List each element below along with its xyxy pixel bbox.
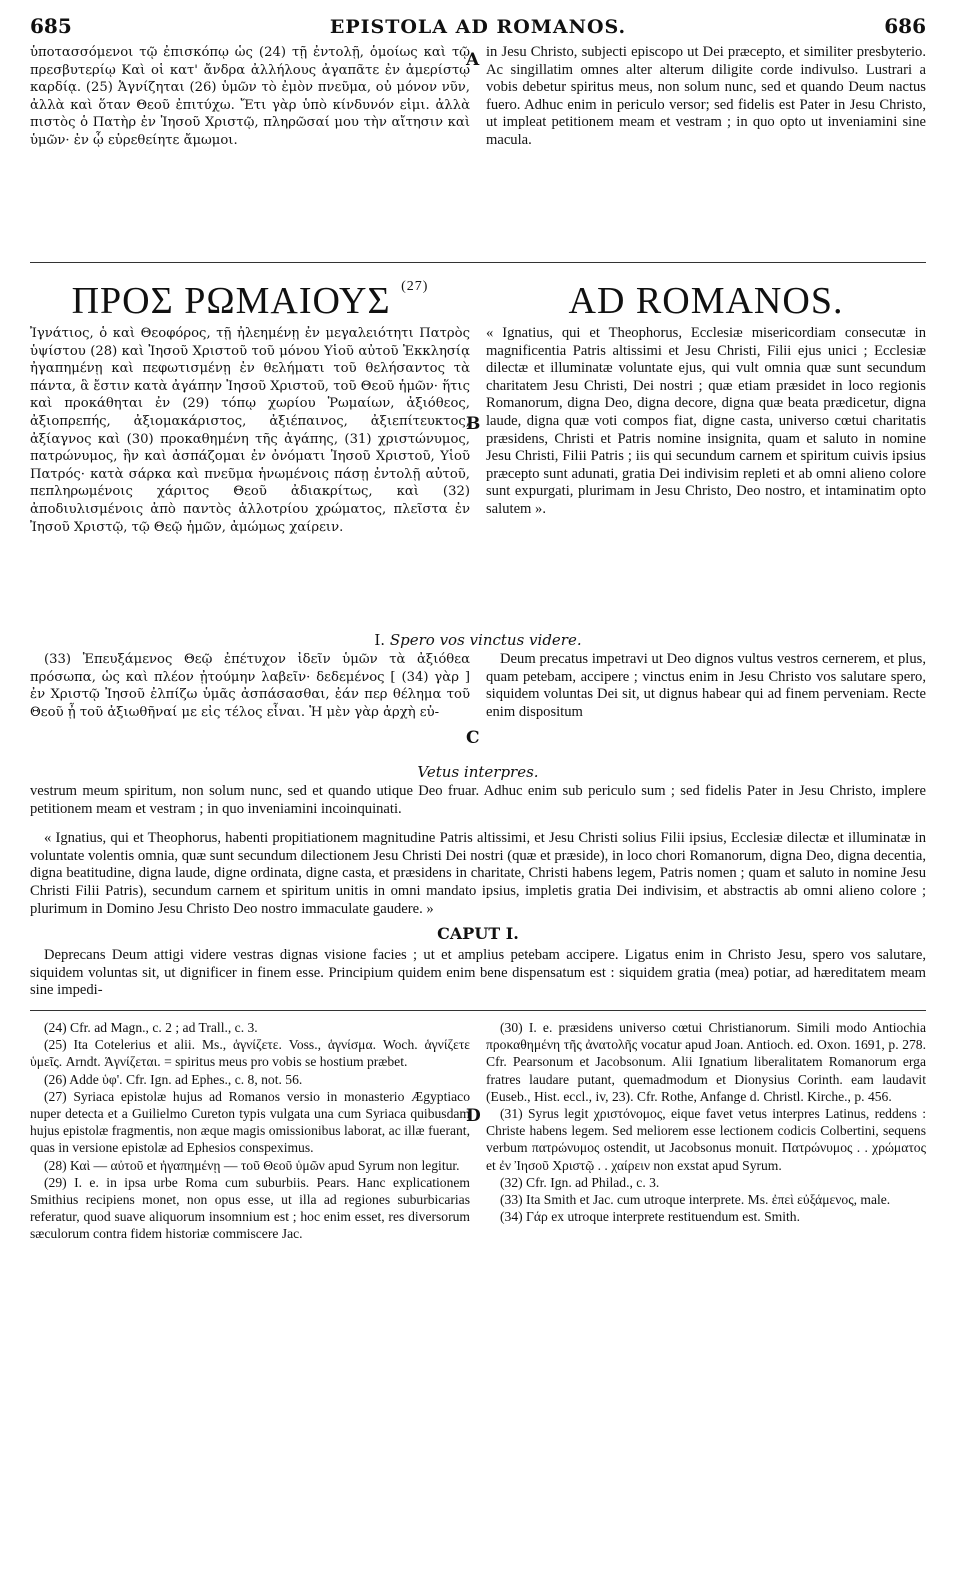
footnote-25: (25) Ita Cotelerius et alii. Ms., ἁγνίζετε. Voss., ἁγνίσμα. Woch. ἁγνίζετε ὑμεῖς. Arndt. Ἁγνίζεται. = spiritus meus pro vobis se hostium præbet. (30, 1037, 470, 1070)
top-section (30, 44, 926, 244)
para33-latin: Deum precatus impetravi ut Deo dignos vultus vestros cernerem, et plus, quam petebam, accipere ; vinctus enim in Jesu Christo vos salutare spero, siquidem voluntas Dei sit, ut dignus habear qui ad finem perveniam. Recte enim dispositum (486, 651, 926, 720)
page (30, 14, 926, 1243)
vetus-heading: Vetus interpres. (417, 763, 539, 781)
left-page-number: 685 (30, 14, 72, 38)
footnote-31: (31) Syrus legit χριστόνομος, eique favet vetus interpres Latinus, reddens : Christe habens legem. Sed meliorem esse lectionem codicis Colbertini, sequens verbum πατρώνυμος ostendit, ut Jacobsonus monuit. Πατρώνυμος . . χρώματος et ἐν Ἰησοῦ Χριστῷ . . χαίρειν non exstat apud Syrum. (486, 1105, 926, 1173)
section-number: I. (374, 631, 386, 649)
footnote-32: (32) Cfr. Ign. ad Philad., c. 3. (500, 1174, 660, 1190)
top-latin-text: in Jesu Christo, subjecti episcopo ut Dei præcepto, et similiter presbyterio. Ac singillatim omnes alter alterum diligite corde indivulso. Lustrari a vobis debetur spiritus meus, non solum nunc, sed et quando Deum nactus fuero. Adhuc enim in periculo versor; sed fidelis est Pater in Jesu Christo, ut impleat petitionem meam et vestram ; in quo opto ut inveniamini sine macula. (486, 44, 926, 148)
margin-letter-a: A (466, 50, 480, 70)
footnote-28: (28) Καὶ — αὐτοῦ et ἠγαπημένῃ — τοῦ Θεοῦ ὑμῶν apud Syrum non legitur. (44, 1157, 460, 1173)
top-greek-text: ὑποτασσόμενοι τῷ ἐπισκόπῳ ὡς (24) τῇ ἐντολῇ, ὁμοίως καὶ τῷ πρεσβυτερίῳ Καὶ οἱ κατ' ἄνδρα ἀλλήλους ἀγαπᾶτε ἐν ἀμερίστῳ καρδίᾳ. (25) Ἁγνίζηται (26) ὑμῶν τὸ ἐμὸν πνεῦμα, οὐ μόνον νῦν, ἀλλὰ καὶ ὅταν Θεοῦ ἐπιτύχω. Ἔτι γὰρ ὑπὸ κίνδυνόν εἰμι. ἀλλὰ πιστὸς ὁ Πατὴρ ἐν Ἰησοῦ Χριστῷ, πληρῶσαί μου τὴν αἴτησιν καὶ ὑμῶν· ἐν ᾧ εὑρεθείητε ἄμωμοι. (30, 45, 470, 148)
vetus-interpres-text (30, 783, 926, 918)
section-title: Spero vos vinctus videre. (389, 631, 582, 649)
margin-letter-c: C (466, 728, 480, 748)
footnote-33: (33) Ita Smith et Jac. cum utroque interprete. Ms. ἐπεὶ εὐξάμενος, male. (500, 1191, 891, 1207)
footnote-26: (26) Adde ὑφ'. Cfr. Ign. ad Ephes., c. 8, not. 56. (44, 1071, 303, 1087)
margin-letter-d: D (466, 1106, 481, 1126)
latin-heading: AD ROMANOS. (568, 280, 844, 322)
headings-row (30, 279, 926, 325)
running-title: EPISTOLA AD ROMANOS. (329, 16, 627, 38)
footnote-24: (24) Cfr. ad Magn., c. 2 ; ad Trall., c. 3. (44, 1019, 258, 1035)
vetus-paragraph-1: vestrum meum spiritum, non solum nunc, sed et quando utique Deo fruar. Adhuc enim sub periculo sum ; sed fidelis Pater in Jesu Christo, implere petitionem meam et vestram ; in quo inveniamini incoinquinati. (30, 783, 926, 817)
footnote-34: (34) Γάρ ex utroque interprete restituendum est. Smith. (500, 1209, 800, 1225)
vetus-paragraph-2: « Ignatius, qui et Theophorus, habenti propitiationem magnitudine Patris altissimi, et Jesu Christi solius Filii ipsius, Ecclesiæ dilectæ et illuminatæ in voluntate volentis omnia, quæ sunt secundum dilectionem Jesu Christi Dei nostri (quæ et præside), in loco chori Romanorum, digna Deo, digna decentia, digna beatitudine, digna laude, digne ordinata, digne casta, et præsidens in charitate, Christi habens legem, Patris nomen ; quam et saluto in nomine Jesu Christi Filii Patris), secundum carnem et spiritum unitis in omni mandato ipsius, impletis gratia Dei indivisim, et abstractis ab omni alieno colore ; plurimum in Domino Jesu Christo Deo nostro immaculate gaudere. » (30, 830, 926, 917)
section-rule (30, 262, 926, 263)
greek-heading-note: (27) (401, 279, 429, 294)
footnotes-right-column (486, 1019, 926, 1243)
footnote-29: (29) I. e. in ipsa urbe Roma cum suburbiis. Pears. Hanc explicationem Smithius recipiens monet, non opus esse, ut illa ad regiones suburbicarias referatur, quod suave aliquorum insomnium est ; hoc enim esset, res diversorum sæculorum contra fidem historiæ commiscere Jac. (30, 1174, 470, 1242)
margin-letter-b: B (466, 414, 481, 434)
inscriptio-section (30, 325, 926, 631)
footnote-30: (30) I. e. præsidens universo cœtui Christianorum. Simili modo Antiochia προκαθημένη τῆς ἀνατολῆς vocatur apud Joan. Antioch. ed. Oxon. 1691, p. 278. Cfr. Pearsonum et Jacobsonum. Alii Ignatium liberalitatem Romanorum erga fratres laudare putant, quemadmodum et Dionysius Corinth. eam laudavit (Euseb., Hist. eccl., iv, 23). Cfr. Rothe, Anfange d. Christl. Kirche., p. 456. (486, 1019, 926, 1104)
footnote-rule (30, 1010, 926, 1011)
footnote-27: (27) Syriaca epistolæ hujus ad Romanos versio in monasterio Ægyptiaco nuper detecta et a Guilielmo Cureton typis vulgata una cum Syriaca quibusdam hujus epistolæ fragmentis, non æque magis omissionibus laborat, ac illæ fuerant, quas in versione epistolæ ad Ephesios conspeximus. (30, 1088, 470, 1156)
greek-heading: ΠΡΟΣ ΡΩΜΑΙΟΥΣ $^{(27)}$ (71, 279, 429, 322)
section-heading (30, 631, 926, 651)
caput-text: Deprecans Deum attigi videre vestras dignas visione facies ; ut et amplius petebam accipere. Ligatus enim in Christo Jesu, spero vos salutare, siquidem voluntas sit, ut dignificer in finem esse. Principium quidem enim bene dispensatum est : siquidem gratia (mea) potiar, ad hæreditatem meam sine impedi- (30, 947, 926, 999)
right-page-number: 686 (884, 14, 926, 38)
footnotes (30, 1019, 926, 1243)
caput-heading: CAPUT I. (437, 924, 519, 944)
inscriptio-latin: « Ignatius, qui et Theophorus, Ecclesiæ misericordiam consecutæ in magnificentia Patris altissimi et Jesu Christi, Filii ejus unici ; Ecclesiæ dilectæ et illuminatæ voluntate ejus, qui vult omnia quæ sunt secundum charitatem Jesu Christi, Dei nostri ; quæ etiam præsidet in loco regionis Romanorum, digna Deo, digna decore, digna quæ beata prædicetur, digna laude, digna quæ voti compos fiat, digne casta, universo cœtui charitatis præsidens, Christi et Patris nomine insignita, quam et saluto in nomine Jesu Christi, Filii Patris ; iis qui secundum carnem et spiritum cuivis ipsius præcepto sunt adunati, gratia Dei indivisim repleti et ab omni alieno colore sunt expurgati, plurimam in Jesu Christo, Deo nostro, et intaminatim opto salutem ». (486, 325, 926, 517)
running-header (30, 14, 926, 44)
inscriptio-greek: Ἰγνάτιος, ὁ καὶ Θεοφόρος, τῇ ἠλεημένῃ ἐν μεγαλειότητι Πατρὸς ὑψίστου (28) καὶ Ἰησοῦ Χριστοῦ τοῦ μόνου Υἱοῦ αὐτοῦ Ἐκκλησίᾳ ἠγαπημένῃ καὶ πεφωτισμένῃ ἐν θελήματι τοῦ θελήσαντος τὰ πάντα, ἃ ἔστιν κατὰ ἀγάπην Ἰησοῦ Χριστοῦ, τοῦ Θεοῦ ἡμῶν· ἥτις καὶ προκάθηται ἐν (29) τόπῳ χωρίου Ῥωμαίων, ἀξιόθεος, ἀξιοπρεπής, ἀξιομακάριστος, ἀξιέπαινος, ἀξιεπίτευκτος, ἀξίαγνος καὶ (30) προκαθημένη τῆς ἀγάπης, (31) χριστώνυμος, πατρώνυμος, ἣν καὶ ἀσπάζομαι ἐν ὀνόματι Ἰησοῦ Χριστοῦ, Υἱοῦ Πατρός· κατὰ σάρκα καὶ πνεῦμα ἡνωμένοις πάσῃ ἐντολῇ αὐτοῦ, πεπληρωμένοις χάριτος Θεοῦ ἀδιακρίτως, καὶ (32) ἀποδιυλισμένοις ἀπὸ παντὸς ἀλλοτρίου χρώματος, πλεῖστα ἐν Ἰησοῦ Χριστῷ, τῷ Θεῷ ἡμῶν, ἀμώμως χαίρειν. (30, 326, 470, 535)
footnotes-left-column (30, 1019, 470, 1243)
para33-greek: (33) Ἐπευξάμενος Θεῷ ἐπέτυχον ἰδεῖν ὑμῶν τὰ ἀξιόθεα πρόσωπα, ὡς καὶ πλέον ᾐτούμην λαβεῖν· δεδεμένος [ (34) γὰρ ] ἐν Χριστῷ Ἰησοῦ ἐλπίζω ὑμᾶς ἀσπάσασθαι, ἐάν περ θέλημα τοῦ Θεοῦ ᾖ τοῦ ἀξιωθῆναί με εἰς τέλος εἶναι. Ἡ μὲν γὰρ ἀρχὴ εὐ- (30, 652, 470, 720)
